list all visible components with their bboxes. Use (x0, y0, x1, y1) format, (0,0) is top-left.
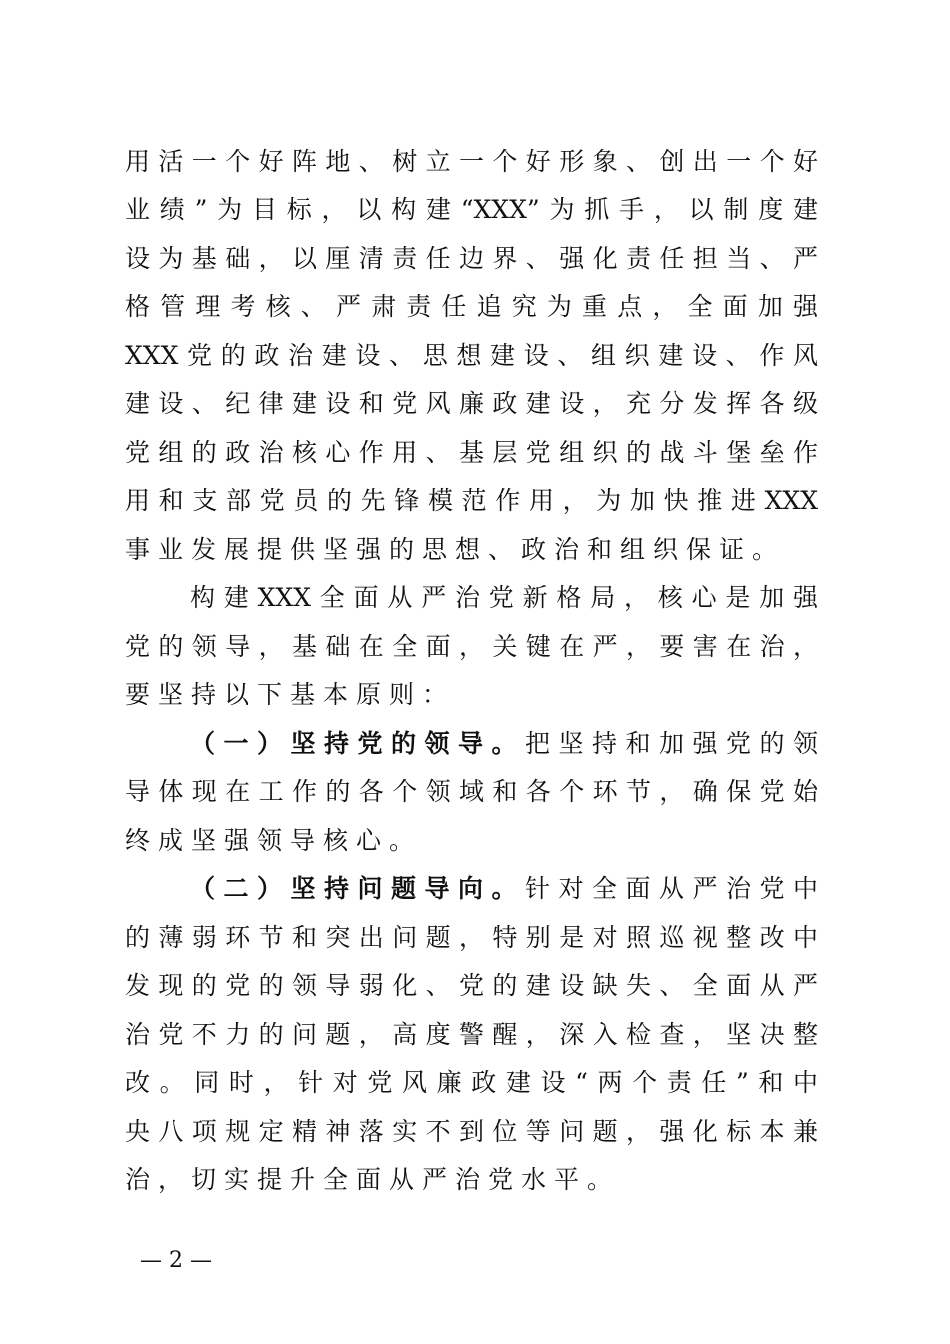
paragraph-4-line-6: 央八项规定精神落实不到位等问题，强化标本兼 (125, 1117, 818, 1146)
paragraph-3-line-1 (190, 724, 818, 764)
paragraph-1-line-3: 设为基础，以厘清责任边界、强化责任担当、严 (125, 244, 818, 273)
paragraph-4-line-4: 治党不力的问题，高度警醒，深入检查，坚决整 (125, 1020, 818, 1049)
paragraph-4-line-5: 改。同时，针对党风廉政建设“两个责任”和中 (125, 1068, 818, 1097)
paragraph-2-line-3: 要坚持以下基本原则： (125, 680, 456, 709)
paragraph-3-line-2: 导体现在工作的各个领域和各个环节，确保党始 (125, 777, 818, 806)
paragraph-1-line-7: 党组的政治核心作用、基层党组织的战斗堡垒作 (125, 438, 818, 467)
paragraph-3-line-3: 终成坚强领导核心。 (125, 826, 423, 855)
paragraph-2-line-1: 构建XXX全面从严治党新格局，核心是加强 (190, 583, 818, 612)
paragraph-1-line-1: 用活一个好阵地、树立一个好形象、创出一个好 (125, 147, 818, 176)
paragraph-1-line-8: 用和支部党员的先锋模范作用，为加快推进XXX (125, 486, 818, 515)
paragraph-4-line-2: 的薄弱环节和突出问题，特别是对照巡视整改中 (125, 923, 818, 952)
paragraph-4-line-3: 发现的党的领导弱化、党的建设缺失、全面从严 (125, 971, 818, 1000)
paragraph-4-line-1 (190, 869, 818, 909)
paragraph-1-line-9: 事业发展提供坚强的思想、政治和组织保证。 (125, 535, 786, 564)
section-heading-2: （二）坚持问题导向。 (190, 874, 525, 903)
paragraph-1-line-5: XXX党的政治建设、思想建设、组织建设、作风 (125, 341, 818, 370)
paragraph-1-line-4: 格管理考核、严肃责任追究为重点，全面加强 (125, 292, 818, 321)
paragraph-4-line-7: 治，切实提升全面从严治党水平。 (125, 1165, 621, 1194)
paragraph-1-line-2: 业绩”为目标，以构建“XXX”为抓手，以制度建 (125, 195, 818, 224)
section-heading-1: （一）坚持党的领导。 (190, 729, 525, 758)
paragraph-3-line-1-text: 把坚持和加强党的领 (524, 729, 818, 758)
paragraph-2-line-2: 党的领导，基础在全面，关键在严，要害在治， (125, 632, 818, 661)
page-number: — 2 — (140, 1248, 212, 1273)
paragraph-4-line-1-text: 针对全面从严治党中 (524, 874, 818, 903)
paragraph-1-line-6: 建设、纪律建设和党风廉政建设，充分发挥各级 (125, 389, 818, 418)
